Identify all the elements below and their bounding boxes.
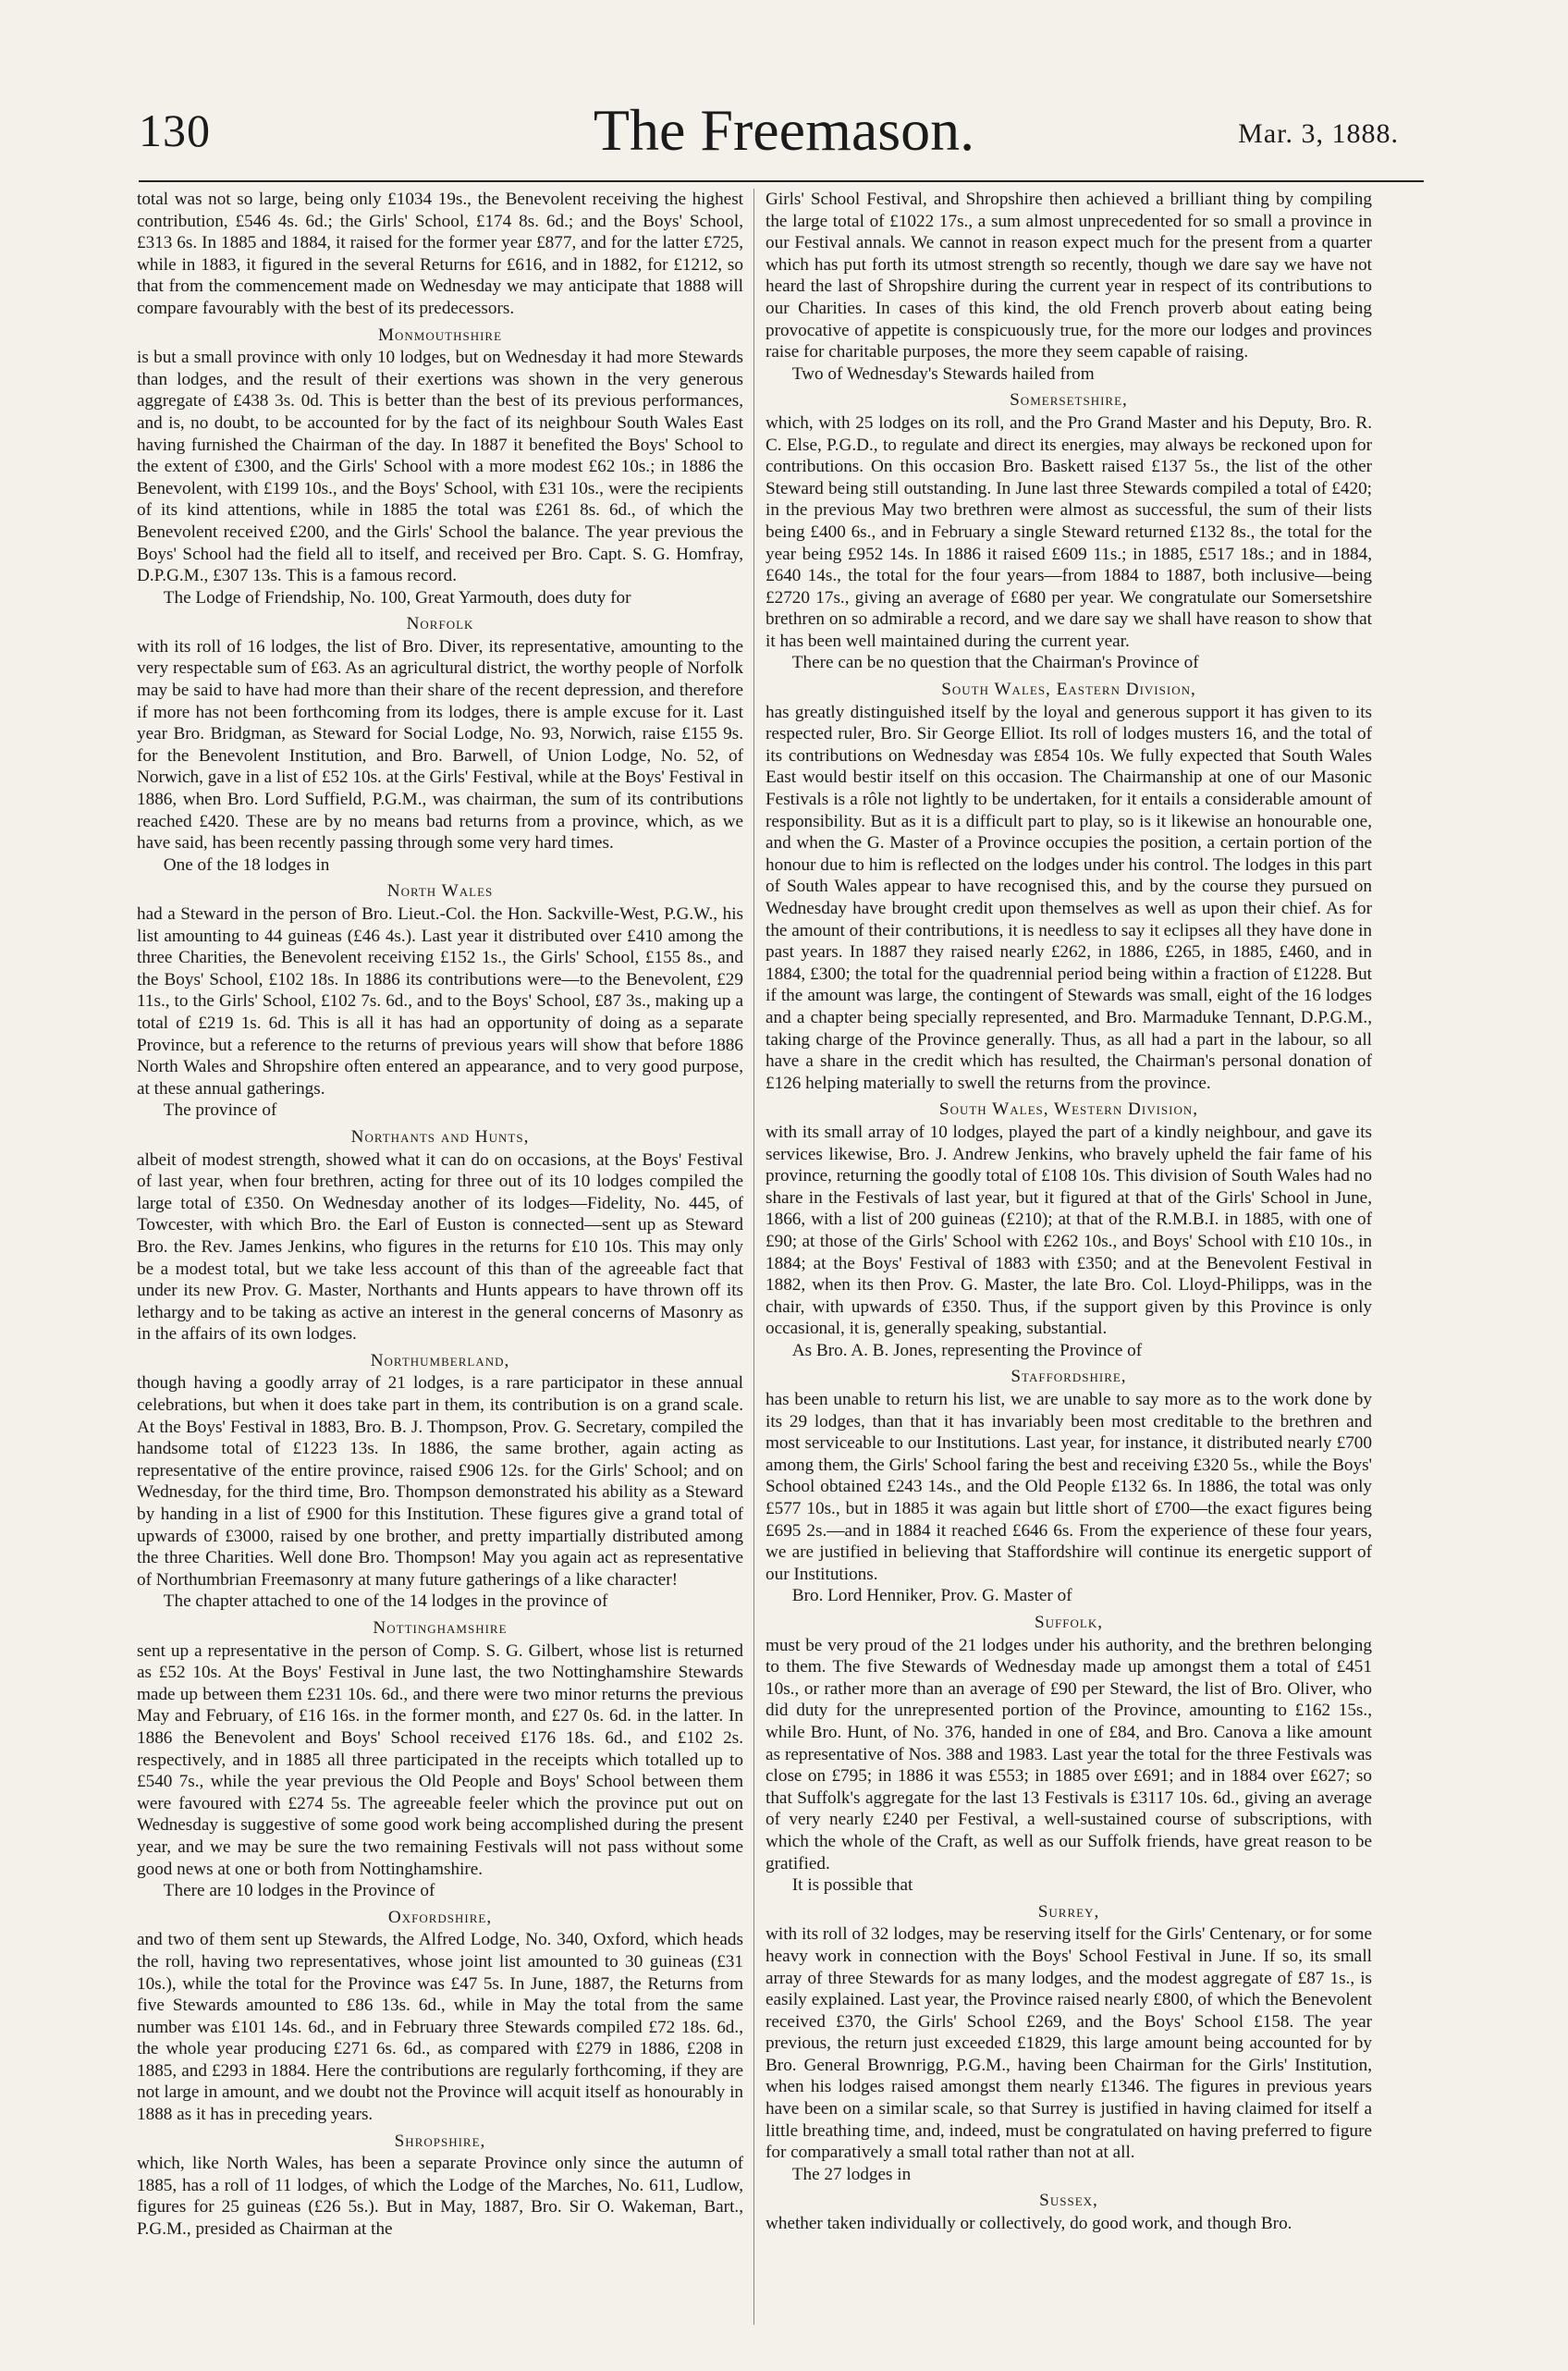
section-heading-monmouthshire: Monmouthshire bbox=[377, 325, 503, 345]
paragraph: though having a goodly array of 21 lodges, is a rare participator in these annual celebrations, but when it does take part in them, its contribution is on a grand scale. At the Boys' Festival in 1883, Bro. B. J. Thompson, Prov. G. Secretary, compiled the handsome total of £1223 13s. In 1886, the same brother, again acting as representative of the entire province, raised £906 12s. for the Girls' School; and on Wednesday, for the third time, Bro. Thompson demonstrated his ability as a Steward by handing in a list of £900 for this Institution. These figures give a grand total of upwards of £3000, raised by one brother, and pretty impartially distributed among the three Charities. Well done Bro. Thompson! May you again act as representative of Northumbrian Freemasonry at many future gatherings of a like character! bbox=[137, 1373, 743, 1590]
section-heading-somersetshire: Somersetshire, bbox=[1010, 390, 1128, 411]
paragraph: total was not so large, being only £1034 19s., the Benevolent receiving the highest contribution, £546 4s. 6d.; the Girls' School, £174 8s. 6d.; and the Boys' School, £313 6s. In 1885 and 1884, it raised for the former year £877, and for the latter £725, while in 1883, it figured in the several Returns for £616, and in 1882, for £1212, so that from the commencement made on Wednesday we may anticipate that 1888 will compare favourably with the best of its predecessors. bbox=[137, 190, 743, 318]
paragraph: and two of them sent up Stewards, the Alfred Lodge, No. 340, Oxford, which heads the roll, having two representatives, whose joint list amounted to 30 guineas (£31 10s.), while the total for the Province was £47 5s. In June, 1887, the Returns from five Stewards amounted to £86 13s. 6d., while in May the total from the same number was £101 14s. 6d., and in February three Stewards compiled £72 18s. 6d., the whole year producing £271 6s. 6d., as compared with £279 in 1886, £208 in 1885, and £293 in 1884. Here the contributions are regularly forthcoming, if they are not large in amount, and we doubt not the Province will acquit itself as honourably in 1888 as it has in preceding years. bbox=[137, 1930, 743, 2125]
section-heading-northumberland: Northumberland, bbox=[370, 1350, 510, 1370]
paragraph: The 27 lodges in bbox=[791, 2164, 912, 2184]
section-heading-norfolk: Norfolk bbox=[406, 614, 474, 634]
section-heading-north-wales: North Wales bbox=[386, 881, 494, 902]
left-column bbox=[137, 189, 743, 2241]
paragraph: There can be no question that the Chairman's Province of bbox=[791, 653, 1199, 673]
paragraph: One of the 18 lodges in bbox=[163, 854, 330, 875]
section-heading-suffolk: Suffolk, bbox=[1034, 1613, 1104, 1632]
paragraph: which, with 25 lodges on its roll, and the Pro Grand Master and his Deputy, Bro. R. C. Else, P.G.D., to regulate and direct its energies, may always be reckoned upon for contributions. On this occasion Bro. Baskett raised £137 5s., the list of the other Steward being still outstanding. In June last three Stewards compiled a total of £420; in the previous May two brethren were almost as successful, the sum of their lists being £400 6s., and in February a single Steward returned £132 8s., the total for the year being £952 14s. In 1886 it raised £609 11s.; in 1885, £517 18s.; and in 1884, £640 14s., the total for the four years—from 1884 to 1887, both inclusive—being £2720 17s., giving an average of £680 per year. We congratulate our Somersetshire brethren on so admirable a record, and we dare say we shall have reason to show that it has been well maintained during the current year. bbox=[766, 412, 1372, 651]
paragraph: Bro. Lord Henniker, Prov. G. Master of bbox=[791, 1586, 1072, 1606]
paragraph: There are 10 lodges in the Province of bbox=[163, 1881, 435, 1901]
paragraph: with its small array of 10 lodges, played the part of a kindly neighbour, and gave its services likewise, Bro. J. Andrew Jenkins, who bravely upheld the fair fame of his province, returning the goodly total of £108 10s. This division of South Wales had no share in the Festivals of last year, but it figured at that of the Girls' School in June, 1866, with a list of 200 guineas (£210); at that of the R.M.B.I. in 1885, with one of £90; at those of the Girls' School with £262 10s., and Boys' School with £10 10s., in 1884; at the Boys' Festival of 1883 with £350; and at the Benevolent Festival in 1882, when its then Prov. G. Master, the late Bro. Col. Lloyd-Philipps, was in the chair, with upwards of £350. Thus, if the support given by this Province is only occasional, it is, generally speaking, substantial. bbox=[766, 1122, 1372, 1339]
paragraph: whether taken individually or collectively, do good work, and though Bro. bbox=[766, 2214, 1292, 2234]
paragraph: Two of Wednesday's Stewards hailed from bbox=[791, 363, 1095, 384]
paragraph: sent up a representative in the person of Comp. S. G. Gilbert, whose list is returned as £52 10s. At the Boys' Festival in June last, the two Nottinghamshire Stewards made up between them £231 10s. 6d., and there were two minor returns the previous May and February, of £16 16s. in the former month, and £27 0s. 6d. in the latter. In 1886 the Benevolent and Boys' School received £176 18s. 6d., and £102 2s. respectively, and in 1885 all three participated in the receipts which totalled up to £540 7s., while the year previous the Old People and Boys' School between them were favoured with £274 5s. The agreeable feeler which the province put out on Wednesday is suggestive of some good work being accomplished during the present year, and we may be sure the two remaining Festivals will not pass without some good news at one or both from Nottinghamshire. bbox=[137, 1640, 743, 1879]
column-divider bbox=[753, 189, 754, 2325]
right-column bbox=[766, 189, 1372, 2235]
section-heading-northants: Northants and Hunts, bbox=[350, 1126, 530, 1147]
paragraph: with its roll of 32 lodges, may be reserving itself for the Girls' Centenary, or for some heavy work in connection with the Boys' School Festival in June. If so, its small array of three Stewards for as many lodges, and the modest aggregate of £87 1s., is easily explained. Last year, the Province raised nearly £800, of which the Benevolent received £370, the Girls' School £269, and the Boys' School £158. The year previous, the return just exceeded £1829, this large amount being accounted for by Bro. General Brownrigg, P.G.M., having been Chairman for the Girls' Institution, when his lodges raised amongst them nearly £1346. The figures in previous years have been on a similar scale, so that Surrey is justified in having claimed for itself a little breathing time, and, indeed, must be congratulated on having preferred to figure for comparatively a small total rather than not at all. bbox=[766, 1924, 1372, 2163]
header-rule bbox=[139, 180, 1424, 182]
paragraph: The Lodge of Friendship, No. 100, Great Yarmouth, does duty for bbox=[163, 587, 631, 608]
paragraph: must be very proud of the 21 lodges under his authority, and the brethren belonging to them. The five Stewards of Wednesday made up amongst them a total of £451 10s., or rather more than an average of £90 per Steward, the list of Bro. Oliver, who did duty for the unrepresented portion of the Province, amounting to £162 15s., while Bro. Hunt, of No. 376, handed in one of £84, and Bro. Canova a like amount as representative of Nos. 388 and 1983. Last year the total for the three Festivals was close on £795; in 1886 it was £553; in 1885 over £691; and in 1884 over £627; so that Suffolk's aggregate for the last 13 Festivals is £3117 10s. 6d., giving an average of very nearly £240 per Festival, a well-sustained course of subscriptions, with which the whole of the Craft, as well as our Suffolk friends, have great reason to be gratified. bbox=[766, 1635, 1372, 1873]
page-number: 130 bbox=[139, 104, 211, 156]
paragraph: The province of bbox=[163, 1100, 277, 1121]
section-heading-oxfordshire: Oxfordshire, bbox=[387, 1907, 493, 1927]
section-heading-sussex: Sussex, bbox=[1039, 2191, 1098, 2211]
paragraph: The chapter attached to one of the 14 lodges in the province of bbox=[163, 1591, 608, 1612]
paragraph: which, like North Wales, has been a separate Province only since the autumn of 1885, has a roll of 11 lodges, of which the Lodge of the Marches, No. 611, Ludlow, figures for 25 guineas (£26 5s.). But in May, 1887, Bro. Sir O. Wakeman, Bart., P.G.M., presided as Chairman at the bbox=[137, 2154, 743, 2240]
paragraph: Girls' School Festival, and Shropshire then achieved a brilliant thing by compiling the large total of £1022 17s., a sum almost unprecedented for so small a province in our Festival annals. We cannot in reason expect much for the present from a quarter which has put forth its utmost strength so recently, though we dare say we have not heard the last of Shropshire during the current year in respect of its contributions to our Charities. In cases of this kind, the old French proverb about eating being provocative of appetite is conspicuously true, for the more our lodges and provinces raise for charitable purposes, the more they seem capable of raising. bbox=[766, 190, 1372, 362]
paragraph: is but a small province with only 10 lodges, but on Wednesday it had more Stewards than lodges, and the result of their exertions was shown in the very generous aggregate of £438 3s. 0d. This is better than the best of its previous performances, and is, no doubt, to be accounted for by the fact of its neighbour South Wales East having furnished the Chairman of the day. In 1887 it benefited the Boys' School to the extent of £300, and the Girls' School with a more modest £62 10s.; in 1886 the Benevolent, with £199 10s., and the Boys' School, with £31 10s., were the recipients of its kind attentions, while in 1885 the total was £261 8s. 6d., of which the Benevolent received £200, and the Girls' School the balance. The year previous the Boys' School had the field all to itself, and received per Bro. Capt. S. G. Homfray, D.P.G.M., £307 13s. This is a famous record. bbox=[137, 348, 743, 586]
section-heading-surrey: Surrey, bbox=[1037, 1901, 1100, 1922]
paragraph: with its roll of 16 lodges, the list of Bro. Diver, its representative, amounting to the very respectable sum of £63. As an agricultural district, the worthy people of Norfolk may be said to have had more than their share of the recent depression, and therefore if more has not been forthcoming from its lodges, there is ample excuse for it. Last year Bro. Bridgman, as Steward for Social Lodge, No. 93, Norwich, raise £155 9s. for the Benevolent Institution, and Bro. Barwell, of Union Lodge, No. 52, of Norwich, gave in a list of £52 10s. at the Girls' Festival, while at the Boys' Festival in 1886, when Bro. Lord Suffield, P.G.M., was chairman, the sum of its contributions reached £420. These are by no means bad returns from a province, which, as we have said, has been recently passing through some very hard times. bbox=[137, 636, 744, 854]
paragraph: It is possible that bbox=[791, 1875, 913, 1896]
issue-date: Mar. 3, 1888. bbox=[1238, 118, 1399, 149]
paragraph: As Bro. A. B. Jones, representing the Province of bbox=[791, 1340, 1143, 1360]
paragraph: had a Steward in the person of Bro. Lieut.-Col. the Hon. Sackville-West, P.G.W., his list amounting to 44 guineas (£46 4s.). Last year it distributed over £410 among the three Charities, the Benevolent receiving £152 1s., the Girls' School, £155 8s., and the Boys' School, £102 18s. In 1886 its contributions were—to the Benevolent, £29 11s., to the Girls' School, £102 7s. 6d., and to the Boys' School, £87 3s., making up a total of £219 1s. 6d. This is all it has had an opportunity of doing as a separate Province, but a reference to the returns of previous years will show that before 1886 North Wales and Shropshire often entered an appearance, and to very good purpose, at these annual gatherings. bbox=[137, 904, 743, 1099]
section-heading-nottinghamshire: Nottinghamshire bbox=[373, 1618, 508, 1638]
section-heading-south-wales-west: South Wales, Western Division, bbox=[938, 1100, 1199, 1120]
section-heading-shropshire: Shropshire, bbox=[394, 2131, 486, 2151]
paragraph: has greatly distinguished itself by the loyal and generous support it has given to its respected ruler, Bro. Sir George Elliot. Its roll of lodges musters 16, and the total of its contributions on Wednesday was £854 10s. We fully expected that South Wales East would bestir itself on this occasion. The Chairmanship at one of our Masonic Festivals is a rôle not lightly to be undertaken, for it entails a considerable amount of responsibility. But as it is a difficult part to play, so is it likewise an honourable one, and when the G. Master of a Province occupies the position, a certain portion of the honour due to him is reflected on the lodges under his control. The lodges in this part of South Wales appear to have recognised this, and by the course they pursued on Wednesday have brought credit upon themselves as well as upon their chief. As for the amount of their contributions, it is needless to say it eclipses all they have done in past years. In 1887 they raised nearly £262, in 1886, £265, in 1885, £460, and in 1884, £300; the total for the quadrennial period being within a fraction of £1228. But if the amount was large, the contingent of Stewards was small, eight of the 16 lodges and a chapter being specially represented, and Bro. Marmaduke Tennant, D.P.G.M., taking charge of the Province generally. Thus, as all had a part in the labour, so all have a share in the credit which has resulted, the Chairman's personal donation of £126 helping materially to swell the returns from the province. bbox=[766, 702, 1372, 1093]
paragraph: has been unable to return his list, we are unable to say more as to the work done by its 29 lodges, than that it has invariably been most creditable to the brethren and most serviceable to our Institutions. Last year, for instance, it distributed nearly £700 among them, the Girls' School faring the best and receiving £320 5s., while the Boys' School obtained £243 14s., and the Old People £132 6s. In 1886, the total was only £577 10s., but in 1885 it was again but little short of £700—the exact figures being £695 2s.—and in 1884 it reached £646 6s. From the experience of these four years, we are justified in believing that Staffordshire will continue its energetic support of our Institutions. bbox=[766, 1390, 1372, 1584]
masthead-title: The Freemason. bbox=[593, 97, 975, 163]
section-heading-staffordshire: Staffordshire, bbox=[1011, 1367, 1127, 1387]
section-heading-south-wales-east: South Wales, Eastern Division, bbox=[941, 680, 1196, 700]
paragraph: albeit of modest strength, showed what it can do on occasions, at the Boys' Festival of last year, when four brethren, acting for three out of its 10 lodges compiled the large total of £350. On Wednesday another of its lodges—Fidelity, No. 445, of Towcester, with which Bro. the Earl of Euston is connected—sent up as Steward Bro. the Rev. James Jenkins, who figures in the returns for £10 10s. This may only be a modest total, but we take less account of this than of the agreeable fact that under its new Prov. G. Master, Northants and Hunts appears to have thrown off its lethargy and to be taking as active an interest in the general concerns of Masonry as in the affairs of its own lodges. bbox=[137, 1149, 743, 1345]
